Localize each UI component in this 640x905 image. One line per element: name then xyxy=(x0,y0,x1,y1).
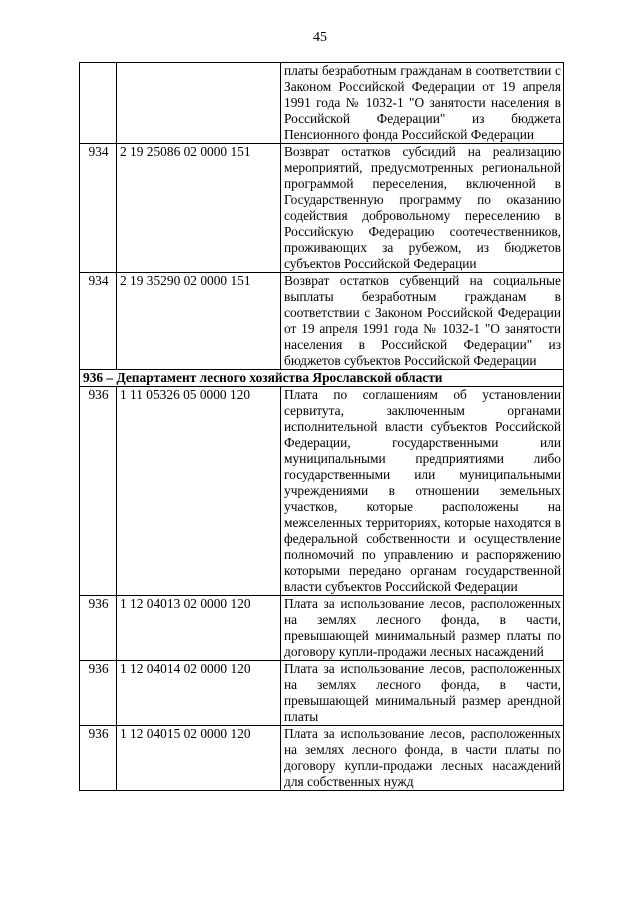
revenue-code-cell: 1 12 04013 02 0000 120 xyxy=(117,596,281,661)
admin-code-cell: 936 xyxy=(80,596,117,661)
table-row xyxy=(80,273,564,370)
section-heading-row xyxy=(80,370,564,387)
revenue-name-cell: Плата по соглашениям об установлении сервитута, заключенным органами исполнительной власти субъектов Российской Федерации, государственными или муниципальными предприятиями либо государственными или муниципальными учреждениями в отношении земельных участков, которые расположены на межселенных территориях, которые находятся в федеральной собственности и осуществление полномочий по управлению и распоряжению которыми передано органам государственной власти субъектов Российской Федерации xyxy=(281,387,564,596)
admin-code-cell: 936 xyxy=(80,726,117,791)
revenue-name-cell: платы безработным гражданам в соответствии с Законом Российской Федерации от 19 апреля 1991 года № 1032-1 "О занятости населения в Российской Федерации" из бюджета Пенсионного фонда Российской Федерации xyxy=(281,63,564,144)
admin-code-cell xyxy=(80,63,117,144)
table-row xyxy=(80,63,564,144)
admin-code-cell: 936 xyxy=(80,661,117,726)
admin-code-cell: 934 xyxy=(80,144,117,273)
table-row xyxy=(80,726,564,791)
revenue-code-cell: 1 12 04014 02 0000 120 xyxy=(117,661,281,726)
section-heading: 936 – Департамент лесного хозяйства Ярославской области xyxy=(80,370,564,387)
admin-code-cell: 936 xyxy=(80,387,117,596)
admin-code-cell: 934 xyxy=(80,273,117,370)
table-row xyxy=(80,596,564,661)
table-row xyxy=(80,661,564,726)
revenue-codes-table xyxy=(79,62,564,791)
revenue-name-cell: Возврат остатков субвенций на социальные выплаты безработным гражданам в соответствии с Законом Российской Федерации от 19 апреля 1991 года № 1032-1 "О занятости населения в Российской Федерации" из бюджетов субъектов Российской Федерации xyxy=(281,273,564,370)
revenue-code-cell: 1 11 05326 05 0000 120 xyxy=(117,387,281,596)
revenue-code-cell xyxy=(117,63,281,144)
table-row xyxy=(80,144,564,273)
revenue-code-cell: 2 19 25086 02 0000 151 xyxy=(117,144,281,273)
table-row xyxy=(80,387,564,596)
revenue-name-cell: Плата за использование лесов, расположенных на землях лесного фонда, в части платы по договору купли-продажи лесных насаждений для собственных нужд xyxy=(281,726,564,791)
revenue-name-cell: Возврат остатков субсидий на реализацию мероприятий, предусмотренных региональной программой переселения, включенной в Государственную программу по оказанию содействия добровольному переселению в Российскую Федерацию соотечественников, проживающих за рубежом, из бюджетов субъектов Российской Федерации xyxy=(281,144,564,273)
revenue-name-cell: Плата за использование лесов, расположенных на землях лесного фонда, в части, превышающей минимальный размер арендной платы xyxy=(281,661,564,726)
revenue-code-cell: 1 12 04015 02 0000 120 xyxy=(117,726,281,791)
revenue-name-cell: Плата за использование лесов, расположенных на землях лесного фонда, в части, превышающей минимальный размер платы по договору купли-продажи лесных насаждений xyxy=(281,596,564,661)
revenue-code-cell: 2 19 35290 02 0000 151 xyxy=(117,273,281,370)
page-number: 45 xyxy=(313,30,327,45)
